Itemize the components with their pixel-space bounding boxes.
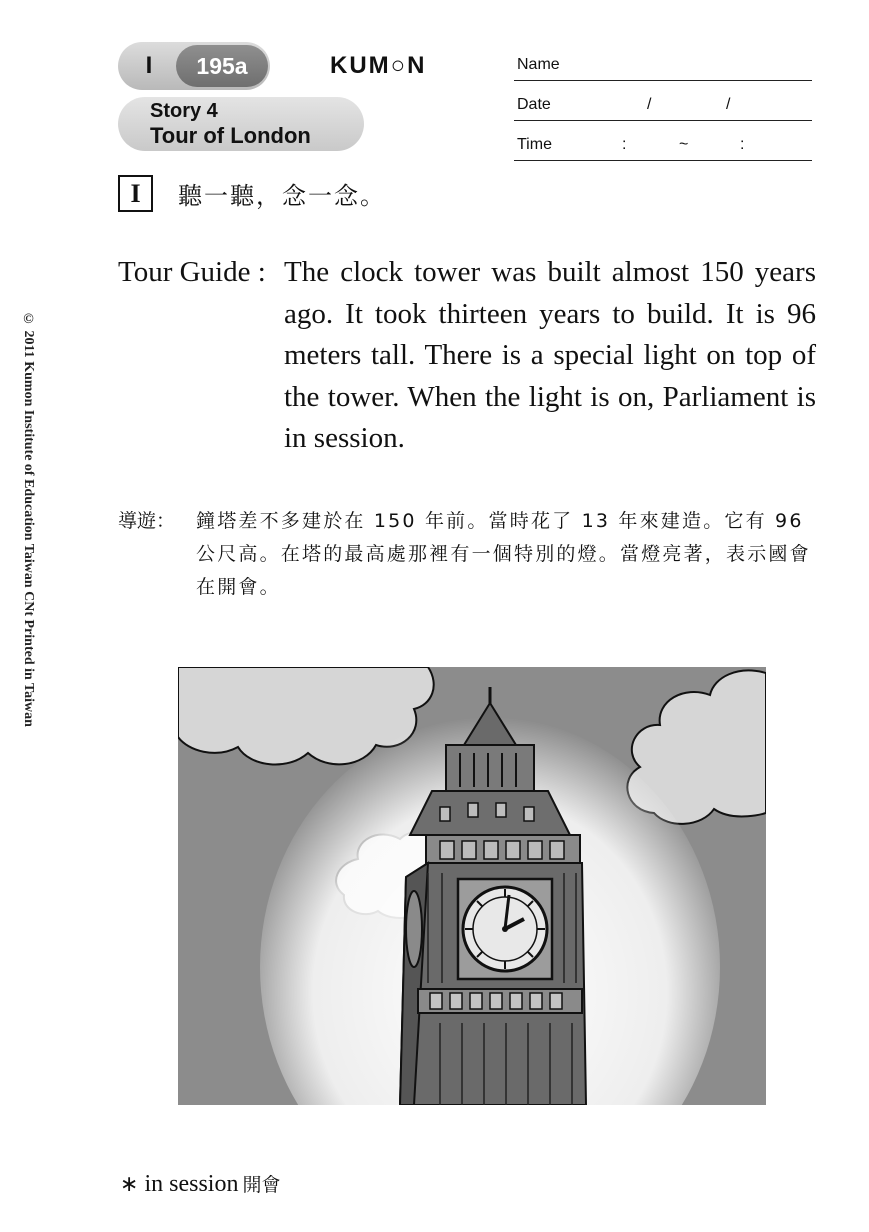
translation-text: 鐘塔差不多建於在 150 年前。當時花了 13 年來建造。它有 96 公尺高。在塔的最高處那裡有一個特別的燈。當燈亮著，表示國會在開會。 [196, 510, 811, 598]
footnote-meaning: 開會 [242, 1174, 281, 1196]
date-separator: / [647, 96, 652, 113]
footnote-term: in session [144, 1171, 239, 1197]
section-marker: I [118, 175, 153, 212]
copyright-notice: © 2011 Kumon Institute of Education Taiwan CNt Printed in Taiwan [21, 312, 36, 727]
footnote [120, 1170, 280, 1198]
student-info-form [514, 42, 812, 162]
story-title: Tour of London [150, 123, 311, 148]
footnote-star: ∗ [120, 1172, 139, 1197]
date-field[interactable] [514, 82, 812, 121]
story-badge [118, 97, 364, 151]
kumon-logo: KUM○N [330, 52, 427, 79]
time-tilde: ~ [679, 136, 689, 153]
instruction-text: 聽一聽，念一念。 [178, 182, 386, 210]
time-field[interactable] [514, 122, 812, 161]
story-number: Story 4 [150, 100, 218, 122]
time-colon: : [740, 136, 745, 153]
date-label: Date [517, 96, 551, 113]
name-field[interactable] [514, 42, 812, 81]
name-label: Name [517, 56, 560, 73]
level-badge [118, 42, 270, 90]
speaker-label: Tour Guide : [118, 256, 266, 288]
tower-roof [410, 791, 570, 835]
passage-text: The clock tower was built almost 150 years ago. It took thirteen years to build. It is 96 meters tall. There is a special light on top of the tower. When the light is on, Parliament is in session. [284, 256, 816, 454]
clock-tower-illustration [178, 667, 766, 1105]
time-colon: : [622, 136, 627, 153]
date-separator: / [726, 96, 731, 113]
level-letter: I [145, 52, 153, 79]
translation-speaker: 導遊： [118, 510, 176, 532]
time-label: Time [517, 136, 552, 153]
side-clock [406, 891, 422, 967]
level-number: 195a [176, 45, 268, 87]
